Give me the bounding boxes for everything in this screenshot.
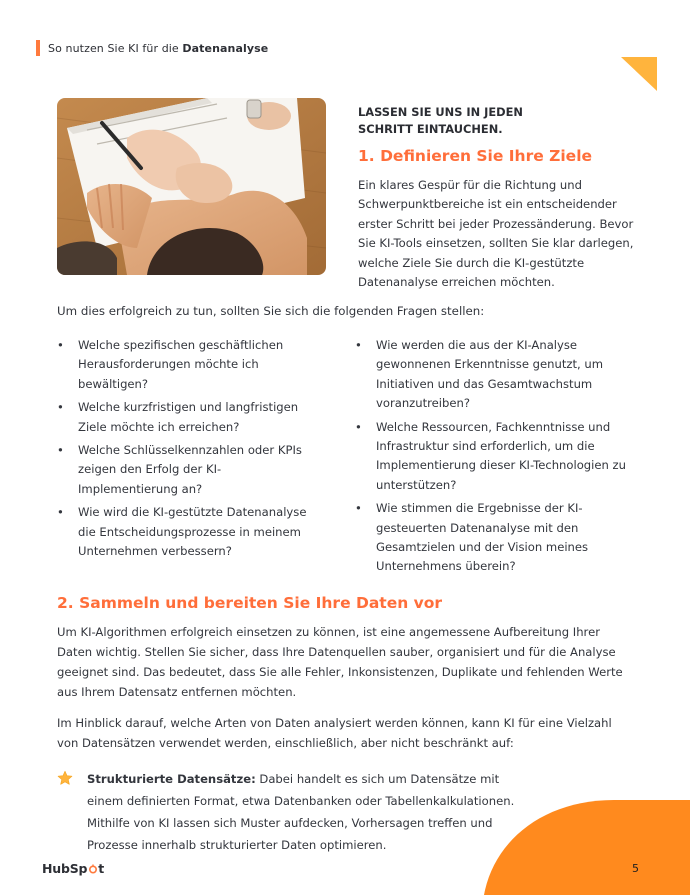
list-item: • Wie wird die KI-gestützte Datenanalyse die Entscheidungsprozesse in meinem Unternehmen verbessern? bbox=[57, 505, 307, 559]
item-text: Dabei handelt es sich um Datensätze mit einem definierten Format, etwa Datenbanken oder Tabellenkalkulationen. Mithilfe von KI lassen sich Muster aufdecken, Vorhersagen treffen und Prozesse innerhalb strukturierter Daten optimieren. bbox=[87, 772, 515, 852]
list-item: • Wie werden die aus der KI-Analyse gewonnenen Erkenntnisse genutzt, um Initiativen und das Gesamtwachstum voranzutreiben? bbox=[355, 338, 604, 411]
intro-section bbox=[358, 104, 638, 292]
section-2-heading: 2. Sammeln und bereiten Sie Ihre Daten vor bbox=[57, 594, 443, 612]
corner-triangle-decoration bbox=[621, 57, 657, 91]
sprocket-icon bbox=[88, 864, 98, 874]
section-2-paragraph-2: Im Hinblick darauf, welche Arten von Daten analysiert werden können, kann KI für eine Vielzahl von Datensätzen verwendet werden, einschließlich, aber nicht beschränkt auf: bbox=[57, 716, 612, 750]
item-title: Strukturierte Datensätze: bbox=[87, 772, 256, 786]
bullet-icon: • bbox=[355, 419, 362, 434]
header-title bbox=[48, 42, 268, 55]
intro-kicker: LASSEN SIE UNS IN JEDEN SCHRITT EINTAUCHEN. bbox=[358, 105, 523, 136]
header-bold: Datenanalyse bbox=[182, 41, 269, 55]
bullet-icon: • bbox=[355, 501, 362, 516]
page-number: 5 bbox=[632, 862, 639, 875]
notebook-writing-photo bbox=[57, 98, 326, 275]
section-1-paragraph: Ein klares Gespür für die Richtung und Schwerpunktbereiche ist ein entscheidender erster Schritt bei jeder Prozessänderung. Bevor Sie KI-Tools einsetzen, sollten Sie klar darlegen, welche Ziele Sie durch die KI-gestützte Datenanalyse erreichen möchten. bbox=[358, 178, 634, 290]
corner-blob-decoration bbox=[484, 800, 690, 895]
questions-list-right bbox=[355, 336, 635, 581]
bullet-icon: • bbox=[57, 443, 64, 458]
section-2-paragraph-1: Um KI-Algorithmen erfolgreich einsetzen zu können, ist eine angemessene Aufbereitung Ihrer Daten wichtig. Stellen Sie sicher, dass Ihre Datenquellen sauber, organisiert und für die Analyse geeignet sind. Das bedeutet, dass Sie alle Fehler, Inkonsistenzen, Duplikate und fehlenden Werte aus Ihrem Datensatz entfernen möchten. bbox=[57, 625, 623, 699]
questions-list-left bbox=[57, 336, 319, 565]
logo-text-a: HubSp bbox=[42, 861, 88, 876]
hubspot-logo bbox=[42, 861, 104, 876]
list-item: • Welche Schlüsselkennzahlen oder KPIs zeigen den Erfolg der KI-Implementierung an? bbox=[57, 443, 302, 496]
list-item: • Welche Ressourcen, Fachkenntnisse und Infrastruktur sind erforderlich, um die Implementierung dieser KI-Technologien zu unterstützen? bbox=[355, 419, 626, 492]
header-prefix: So nutzen Sie KI für die bbox=[48, 41, 179, 55]
logo-text-b: t bbox=[98, 861, 105, 876]
running-header bbox=[36, 40, 268, 56]
list-item: • Wie stimmen die Ergebnisse der KI-gesteuerten Datenanalyse mit den Gesamtzielen und der Vision meines Unternehmens überein? bbox=[355, 501, 589, 574]
section-1-heading: 1. Definieren Sie Ihre Ziele bbox=[358, 147, 593, 165]
list-item: • Welche spezifischen geschäftlichen Herausforderungen möchte ich bewältigen? bbox=[57, 338, 284, 391]
questions-lead: Um dies erfolgreich zu tun, sollten Sie sich die folgenden Fragen stellen: bbox=[57, 304, 485, 318]
bullet-icon: • bbox=[57, 400, 64, 415]
bullet-icon: • bbox=[57, 505, 64, 520]
header-accent-bar bbox=[36, 40, 40, 56]
list-item: • Welche kurzfristigen und langfristigen Ziele möchte ich erreichen? bbox=[57, 400, 299, 434]
bullet-icon: • bbox=[355, 338, 362, 352]
star-icon bbox=[57, 770, 73, 786]
structured-data-item bbox=[57, 768, 527, 856]
bullet-icon: • bbox=[57, 338, 64, 352]
